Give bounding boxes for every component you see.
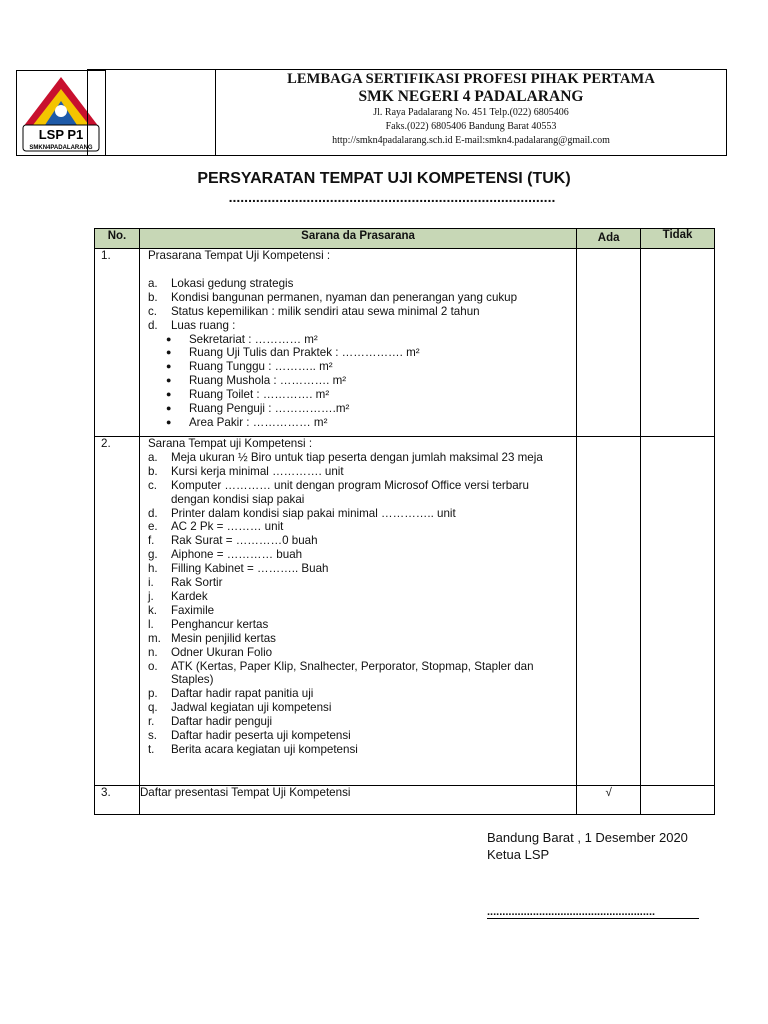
tidak-cell (641, 786, 715, 815)
list-item: i. Rak Sortir (147, 576, 223, 590)
requirements-table (94, 228, 715, 815)
list-item: b. Kursi kerja minimal …………. unit (147, 464, 344, 478)
ada-checkmark: √ (577, 786, 641, 815)
list-item: s. Daftar hadir peserta uji kompetensi (147, 729, 351, 743)
list-item: t. Berita acara kegiatan uji kompetensi (147, 742, 358, 756)
list-item: c. Status kepemilikan : milik sendiri atau sewa minimal 2 tahun (147, 304, 480, 318)
place-date: Bandung Barat , 1 Desember 2020 (487, 830, 688, 845)
list-item: m. Mesin penjilid kertas (147, 631, 276, 645)
row-number: 2. (95, 437, 140, 786)
list-item: o. ATK (Kertas, Paper Klip, Snalhecter, Perporator, Stopmap, Stapler dan Staples) (147, 659, 534, 687)
signer-role: Ketua LSP (487, 847, 550, 862)
logo-text: LSP P1 (38, 127, 84, 142)
bullet-icon: ● (165, 375, 172, 386)
header-ada: Ada (577, 229, 641, 249)
list-item: p. Daftar hadir rapat panitia uji (147, 687, 314, 701)
letterhead-text (216, 70, 726, 148)
bullet-item: ● Ruang Toilet : …………. m² (165, 388, 330, 402)
list-item: h. Filling Kabinet = ……….. Buah (147, 562, 329, 576)
list-item: a. Lokasi gedung strategis (147, 276, 294, 290)
list-item: n. Odner Ukuran Folio (147, 645, 273, 659)
header-sarana: Sarana da Prasarana (139, 229, 576, 249)
row-content: Daftar presentasi Tempat Uji Kompetensi (139, 786, 576, 815)
bullet-icon: ● (165, 416, 172, 427)
fax-line: Faks.(022) 6805406 Bandung Barat 40553 (385, 121, 557, 132)
bullet-item: ● Sekretariat : ………… m² (165, 332, 318, 346)
bullet-icon: ● (165, 389, 172, 400)
bullet-item: ● Ruang Penguji : …………….m² (165, 402, 350, 416)
list-item: e. AC 2 Pk = ……… unit (147, 520, 284, 534)
bullet-item: ● Area Pakir : …………… m² (165, 415, 328, 429)
row-content (139, 437, 576, 786)
table-row (95, 249, 715, 437)
web-email-line: http://smkn4padalarang.sch.id E-mail:smkn4.padalarang@gmail.com (332, 135, 610, 146)
bullet-item: ● Ruang Uji Tulis dan Praktek : ……………. m² (165, 346, 420, 360)
list-item: g. Aiphone = ………… buah (147, 548, 303, 562)
list-item: r. Daftar hadir penguji (147, 715, 273, 729)
list-item: b. Kondisi bangunan permanen, nyaman dan penerangan yang cukup (147, 290, 518, 304)
table-row (95, 437, 715, 786)
header-tidak: Tidak (641, 229, 715, 249)
bullet-item: ● Ruang Mushola : …………. m² (165, 374, 347, 388)
list-item: a. Meja ukuran ½ Biro untuk tiap peserta dengan jumlah maksimal 23 meja (147, 450, 543, 464)
document-title: PERSYARATAN TEMPAT UJI KOMPETENSI (TUK) (197, 170, 571, 187)
bullet-icon: ● (165, 403, 172, 414)
list-item: d. Luas ruang : (147, 318, 236, 332)
table-header-row (95, 229, 715, 249)
list-item: d. Printer dalam kondisi siap pakai minimal ………….. unit (147, 506, 456, 520)
table-row (95, 786, 715, 815)
section-title: Prasarana Tempat Uji Kompetensi : (147, 249, 331, 262)
section-title: Sarana Tempat uji Kompetensi : (147, 437, 313, 450)
signature-line: ....................................................... (487, 906, 699, 919)
list-item: c. Komputer ………… unit dengan program Microsof Office versi terbaru dengan kondisi siap pakai (147, 478, 529, 506)
title-dotted-line: .................................................................................... (228, 189, 556, 205)
list-item: q. Jadwal kegiatan uji kompetensi (147, 701, 332, 715)
address-line: Jl. Raya Padalarang No. 451 Telp.(022) 6805406 (373, 107, 569, 118)
list-item: l. Penghancur kertas (147, 617, 269, 631)
list-item: f. Rak Surat = …………0 buah (147, 534, 318, 548)
ada-cell (577, 249, 641, 437)
list-item: j. Kardek (147, 589, 208, 603)
logo-subtext: SMKN4PADALARANG (29, 145, 93, 151)
bullet-item: ● Ruang Tunggu : ……….. m² (165, 360, 333, 374)
letterhead (87, 69, 727, 156)
bullet-icon: ● (165, 333, 172, 344)
ada-cell (577, 437, 641, 786)
bullet-icon: ● (165, 347, 172, 358)
school-name: SMK NEGERI 4 PADALARANG (358, 88, 584, 105)
list-item: k. Faximile (147, 603, 215, 617)
row-number: 1. (95, 249, 140, 437)
header-no: No. (95, 229, 140, 249)
row-content (139, 249, 576, 437)
row-number: 3. (95, 786, 140, 815)
institution-name: LEMBAGA SERTIFIKASI PROFESI PIHAK PERTAMA (287, 71, 655, 87)
tidak-cell (641, 437, 715, 786)
bullet-icon: ● (165, 361, 172, 372)
tidak-cell (641, 249, 715, 437)
